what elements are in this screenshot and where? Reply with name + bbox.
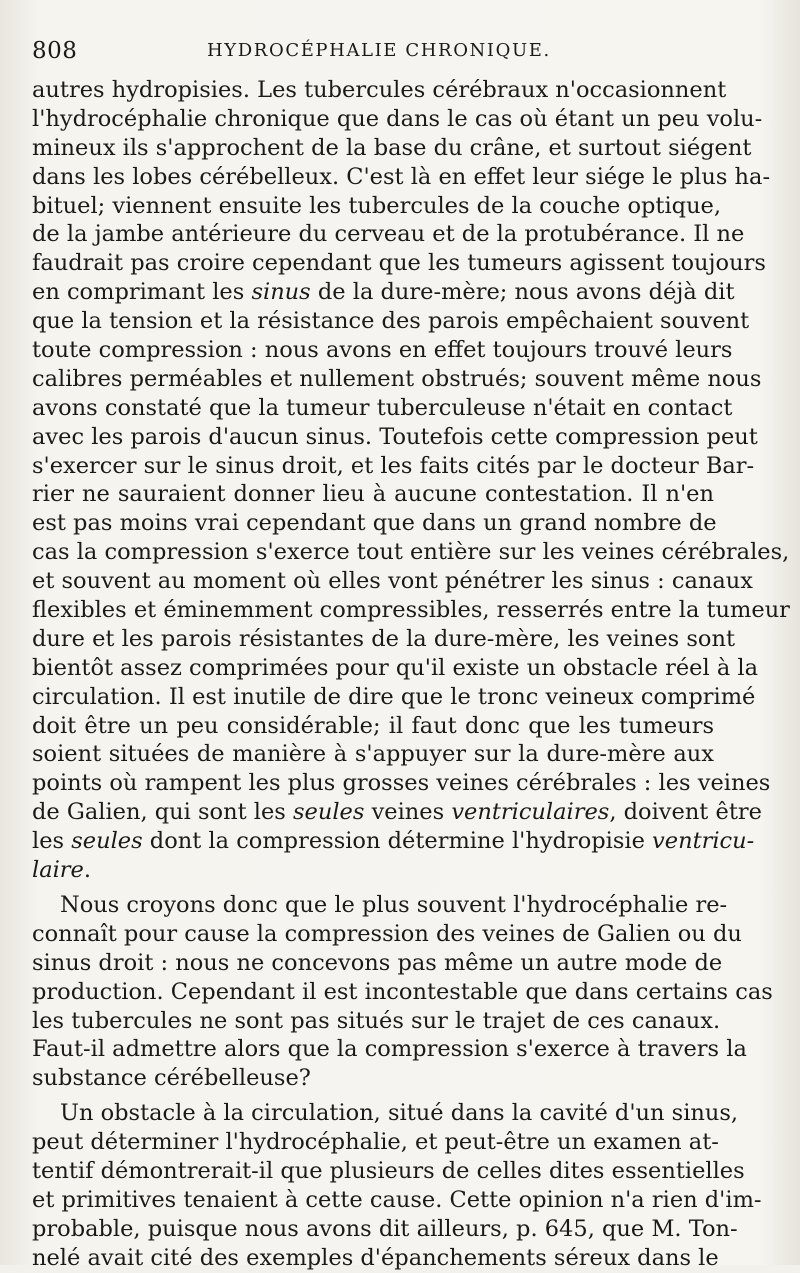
text-line: dans les lobes cérébelleux. C'est là en effet leur siége le plus ha- [32, 163, 771, 190]
running-title: HYDROCÉPHALIE CHRONIQUE. [207, 40, 551, 61]
text-line: et souvent au moment où elles vont pénétrer les sinus : canaux [32, 568, 753, 595]
text-line: de la jambe antérieure du cerveau et de la protubérance. Il ne [32, 221, 745, 248]
text-line: faudrait pas croire cependant que les tumeurs agissent toujours [32, 250, 766, 277]
text-line: avec les parois d'aucun sinus. Toutefois cette compression peut [32, 423, 758, 450]
text-line: l'hydrocéphalie chronique que dans le cas où étant un peu volu- [32, 105, 763, 132]
text-line: Un obstacle à la circulation, situé dans la cavité d'un sinus, [60, 1100, 739, 1127]
italic-term: laire [32, 857, 84, 884]
body-text [32, 76, 790, 1273]
text-line: s'exercer sur le sinus droit, et les faits cités par le docteur Bar- [32, 452, 755, 479]
text-line: doit être un peu considérable; il faut donc que les tumeurs [32, 712, 714, 739]
text-line: toute compression : nous avons en effet toujours trouvé leurs [32, 337, 733, 364]
text-line: que la tension et la résistance des parois empêchaient souvent [32, 308, 750, 335]
text-line: de Galien, qui sont les seules veines ventriculaires, doivent être [32, 799, 762, 826]
text-line: rier ne sauraient donner lieu à aucune contestation. Il n'en [32, 481, 714, 508]
text-line: peut déterminer l'hydrocéphalie, et peut-être un examen at- [32, 1129, 719, 1156]
text-line: avons constaté que la tumeur tuberculeuse n'était en contact [32, 394, 733, 421]
text-line: production. Cependant il est incontestable que dans certains cas [32, 978, 773, 1005]
page-header [32, 38, 712, 68]
text-line: bituel; viennent ensuite les tubercules de la couche optique, [32, 192, 722, 219]
page-number: 808 [32, 38, 78, 64]
text-line: sinus droit : nous ne concevons pas même un autre mode de [32, 949, 723, 976]
text-line: probable, puisque nous avons dit ailleurs, p. 645, que M. Ton- [32, 1215, 738, 1242]
italic-term: seules [293, 799, 365, 826]
text-line: calibres perméables et nullement obstrués; souvent même nous [32, 365, 762, 392]
text-line: les tubercules ne sont pas situés sur le trajet de ces canaux. [32, 1007, 721, 1034]
text-line: est pas moins vrai cependant que dans un grand nombre de [32, 510, 717, 537]
text-line: bientôt assez comprimées pour qu'il existe un obstacle réel à la [32, 654, 759, 681]
text-line: flexibles et éminemment compressibles, resserrés entre la tumeur [32, 597, 790, 624]
italic-term: seules [71, 828, 143, 855]
text-line: autres hydropisies. Les tubercules cérébraux n'occasionnent [32, 77, 727, 103]
text-line: Faut-il admettre alors que la compression s'exerce à travers la [32, 1036, 747, 1063]
text-line: en comprimant les sinus de la dure-mère; nous avons déjà dit [32, 279, 735, 306]
text-line: nelé avait cité des exemples d'épanchements séreux dans le [32, 1244, 719, 1271]
text-line: cas la compression s'exerce tout entière sur les veines cérébrales, [32, 539, 790, 566]
text-line: dure et les parois résistantes de la dure-mère, les veines sont [32, 625, 736, 652]
text-line: laire. [32, 857, 92, 884]
text-line: points où rampent les plus grosses veines cérébrales : les veines [32, 770, 771, 797]
text-line: substance cérébelleuse? [32, 1065, 311, 1092]
text-line: Nous croyons donc que le plus souvent l'hydrocéphalie re- [60, 891, 728, 918]
text-line: soient situées de manière à s'appuyer sur la dure-mère aux [32, 741, 714, 768]
italic-term: ventricu- [652, 828, 755, 855]
text-line: circulation. Il est inutile de dire que le tronc veineux comprimé [32, 683, 756, 710]
text-line: connaît pour cause la compression des veines de Galien ou du [32, 920, 742, 947]
text-line: les seules dont la compression détermine l'hydropisie ventricu- [32, 828, 755, 855]
italic-term: sinus [251, 279, 311, 306]
text-line: mineux ils s'approchent de la base du crâne, et surtout siégent [32, 134, 752, 161]
text-line: et primitives tenaient à cette cause. Cette opinion n'a rien d'im- [32, 1186, 762, 1213]
text-line: tentif démontrerait-il que plusieurs de celles dites essentielles [32, 1157, 745, 1184]
italic-term: ventriculaires [451, 799, 610, 826]
